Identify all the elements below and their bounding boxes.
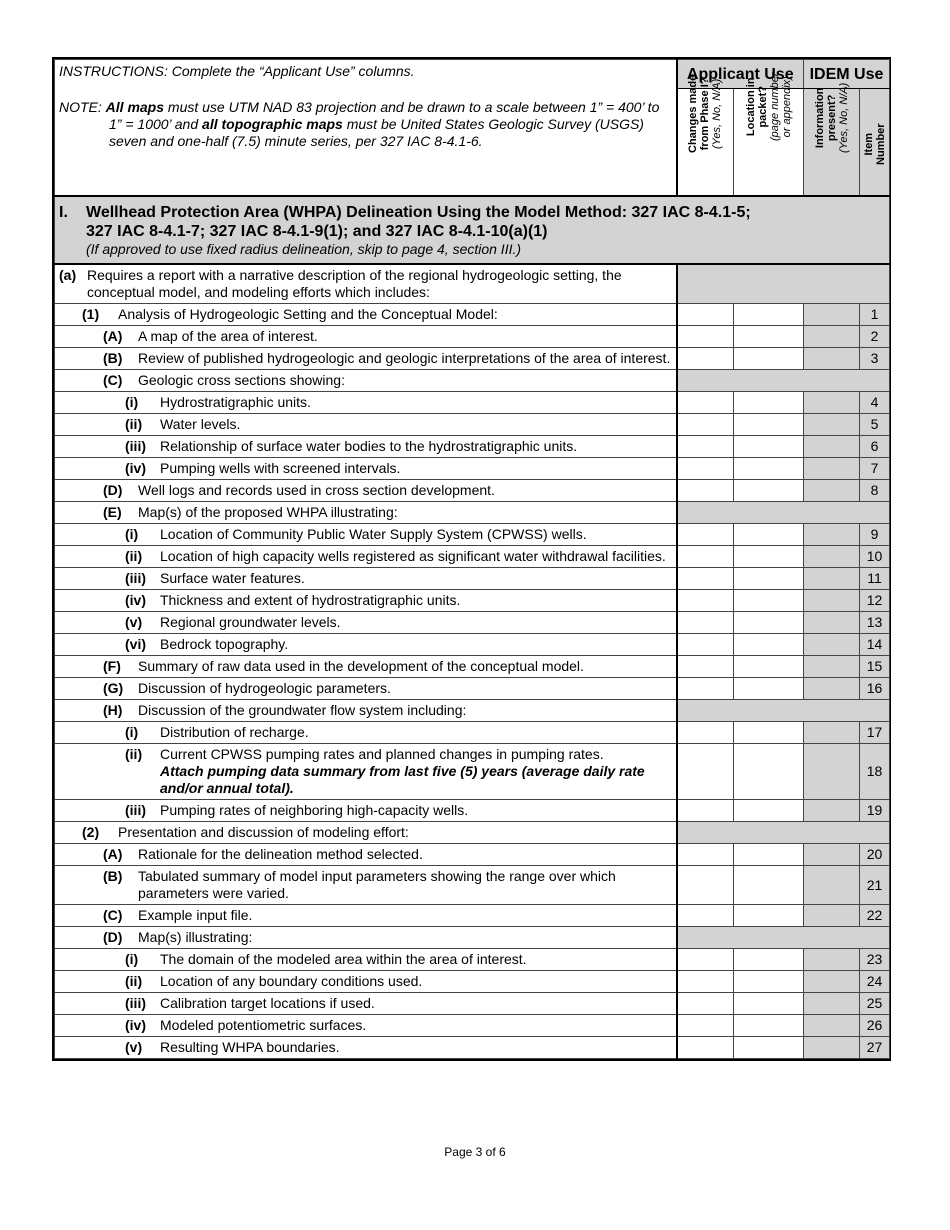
requirement-label: (B) bbox=[103, 868, 123, 884]
information-present-field bbox=[804, 993, 860, 1015]
requirement-label: (iii) bbox=[125, 438, 146, 454]
requirement-label: (v) bbox=[125, 614, 143, 630]
table-row bbox=[55, 326, 890, 348]
note-text: NOTE: All maps must use UTM NAD 83 projection and be drawn to a scale between 1” = 400’ to 1” = 1000’ and all topographic maps must be United States Geologic Survey (USGS) seven and one-half (7.5) minute series, per 327 IAC 8-4.1-6. bbox=[59, 99, 660, 149]
information-present-field bbox=[804, 546, 860, 568]
table-row bbox=[55, 927, 890, 949]
requirement-label: (ii) bbox=[125, 548, 143, 564]
requirement-label: (C) bbox=[103, 907, 123, 923]
requirement-label: (A) bbox=[103, 846, 123, 862]
col-location-header: Location in packet? (page number or appendix) bbox=[734, 89, 804, 197]
changes-made-field[interactable] bbox=[677, 546, 734, 568]
requirement-text: Summary of raw data used in the development of the conceptual model. bbox=[138, 658, 584, 674]
requirement-label: (ii) bbox=[125, 416, 143, 432]
requirement-text: Rationale for the delineation method selected. bbox=[138, 846, 423, 862]
requirement-text: Regional groundwater levels. bbox=[160, 614, 341, 630]
requirement-description bbox=[55, 524, 677, 546]
requirement-text: Example input file. bbox=[138, 907, 253, 923]
changes-made-field[interactable] bbox=[677, 678, 734, 700]
location-in-packet-field[interactable] bbox=[734, 722, 804, 744]
item-number: 19 bbox=[860, 800, 890, 822]
information-present-field bbox=[804, 656, 860, 678]
table-row bbox=[55, 502, 890, 524]
requirement-label: (D) bbox=[103, 482, 123, 498]
requirement-label: (B) bbox=[103, 350, 123, 366]
table-row bbox=[55, 993, 890, 1015]
shaded-cell bbox=[677, 927, 890, 949]
requirement-description bbox=[55, 822, 677, 844]
changes-made-field[interactable] bbox=[677, 656, 734, 678]
item-number: 3 bbox=[860, 348, 890, 370]
requirement-text: Resulting WHPA boundaries. bbox=[160, 1039, 340, 1055]
requirement-text: Bedrock topography. bbox=[160, 636, 289, 652]
information-present-field bbox=[804, 1037, 860, 1059]
item-number: 26 bbox=[860, 1015, 890, 1037]
location-in-packet-field[interactable] bbox=[734, 800, 804, 822]
information-present-field bbox=[804, 458, 860, 480]
table-row bbox=[55, 634, 890, 656]
table-row bbox=[55, 612, 890, 634]
requirement-description bbox=[55, 568, 677, 590]
item-number: 15 bbox=[860, 656, 890, 678]
changes-made-field[interactable] bbox=[677, 348, 734, 370]
information-present-field bbox=[804, 414, 860, 436]
changes-made-field[interactable] bbox=[677, 634, 734, 656]
requirement-text: Map(s) illustrating: bbox=[138, 929, 253, 945]
section-number: I. bbox=[59, 204, 68, 221]
changes-made-field[interactable] bbox=[677, 524, 734, 546]
item-number: 21 bbox=[860, 866, 890, 905]
information-present-field bbox=[804, 971, 860, 993]
location-in-packet-field[interactable] bbox=[734, 436, 804, 458]
location-in-packet-field[interactable] bbox=[734, 546, 804, 568]
location-in-packet-field[interactable] bbox=[734, 971, 804, 993]
requirement-label: (A) bbox=[103, 328, 123, 344]
requirement-text: Distribution of recharge. bbox=[160, 724, 309, 740]
location-in-packet-field[interactable] bbox=[734, 866, 804, 905]
requirement-label: (ii) bbox=[125, 973, 143, 989]
requirement-text: Discussion of the groundwater flow system including: bbox=[138, 702, 467, 718]
requirement-emphasis: Attach pumping data summary from last five (5) years (average daily rate and/or annual total). bbox=[160, 763, 645, 796]
requirement-label: (F) bbox=[103, 658, 121, 674]
requirement-label: (iv) bbox=[125, 460, 146, 476]
applicant-use-header: Applicant Use bbox=[677, 60, 804, 89]
item-number: 17 bbox=[860, 722, 890, 744]
requirement-label: (vi) bbox=[125, 636, 146, 652]
table-row bbox=[55, 414, 890, 436]
information-present-field bbox=[804, 326, 860, 348]
requirement-text: Location of any boundary conditions used. bbox=[160, 973, 423, 989]
requirement-description bbox=[55, 1015, 677, 1037]
location-in-packet-field[interactable] bbox=[734, 458, 804, 480]
requirement-description bbox=[55, 1037, 677, 1059]
information-present-field bbox=[804, 436, 860, 458]
requirement-description bbox=[55, 678, 677, 700]
item-number: 5 bbox=[860, 414, 890, 436]
requirement-label: (v) bbox=[125, 1039, 143, 1055]
table-row bbox=[55, 866, 890, 905]
location-in-packet-field[interactable] bbox=[734, 568, 804, 590]
requirement-text: Requires a report with a narrative description of the regional hydrogeologic setting, the conceptual model, and modeling efforts which includes: bbox=[87, 267, 622, 300]
requirement-description bbox=[55, 436, 677, 458]
information-present-field bbox=[804, 1015, 860, 1037]
changes-made-field[interactable] bbox=[677, 436, 734, 458]
table-row bbox=[55, 844, 890, 866]
requirement-text: Relationship of surface water bodies to the hydrostratigraphic units. bbox=[160, 438, 578, 454]
requirement-text: Pumping rates of neighboring high-capacity wells. bbox=[160, 802, 469, 818]
requirement-description bbox=[55, 392, 677, 414]
requirement-text: Review of published hydrogeologic and geologic interpretations of the area of interest. bbox=[138, 350, 671, 366]
changes-made-field[interactable] bbox=[677, 844, 734, 866]
changes-made-field[interactable] bbox=[677, 612, 734, 634]
requirement-description bbox=[55, 905, 677, 927]
table-row bbox=[55, 568, 890, 590]
table-row bbox=[55, 524, 890, 546]
location-in-packet-field[interactable] bbox=[734, 656, 804, 678]
table-row bbox=[55, 971, 890, 993]
instructions-text: INSTRUCTIONS: Complete the “Applicant Use” columns. bbox=[59, 63, 415, 79]
information-present-field bbox=[804, 744, 860, 800]
requirement-label: (H) bbox=[103, 702, 123, 718]
requirement-text: Discussion of hydrogeologic parameters. bbox=[138, 680, 391, 696]
changes-made-field[interactable] bbox=[677, 722, 734, 744]
col-item-header: Item Number bbox=[860, 89, 890, 197]
information-present-field bbox=[804, 800, 860, 822]
idem-use-header: IDEM Use bbox=[804, 60, 890, 89]
item-number: 7 bbox=[860, 458, 890, 480]
requirement-description bbox=[55, 722, 677, 744]
location-in-packet-field[interactable] bbox=[734, 612, 804, 634]
information-present-field bbox=[804, 568, 860, 590]
requirement-label: (iv) bbox=[125, 592, 146, 608]
requirement-label: (i) bbox=[125, 724, 139, 740]
requirement-text: Hydrostratigraphic units. bbox=[160, 394, 311, 410]
requirement-label: (D) bbox=[103, 929, 123, 945]
item-number: 14 bbox=[860, 634, 890, 656]
requirement-description bbox=[55, 502, 677, 524]
item-number: 4 bbox=[860, 392, 890, 414]
item-number: 22 bbox=[860, 905, 890, 927]
changes-made-field[interactable] bbox=[677, 800, 734, 822]
table-row bbox=[55, 1037, 890, 1059]
section-title-line1: Wellhead Protection Area (WHPA) Delineation Using the Model Method: 327 IAC 8-4.1-5; bbox=[86, 204, 751, 221]
table-row bbox=[55, 348, 890, 370]
checklist-form bbox=[52, 57, 891, 1061]
requirement-label: (C) bbox=[103, 372, 123, 388]
item-number: 8 bbox=[860, 480, 890, 502]
requirement-text: Presentation and discussion of modeling effort: bbox=[118, 824, 409, 840]
information-present-field bbox=[804, 678, 860, 700]
item-number: 16 bbox=[860, 678, 890, 700]
col-info-header: Information present? (Yes, No, N/A) bbox=[804, 89, 860, 197]
table-row bbox=[55, 700, 890, 722]
item-number: 1 bbox=[860, 304, 890, 326]
requirement-description bbox=[55, 264, 677, 304]
changes-made-field[interactable] bbox=[677, 304, 734, 326]
information-present-field bbox=[804, 524, 860, 546]
requirement-text: Location of Community Public Water Supply System (CPWSS) wells. bbox=[160, 526, 587, 542]
shaded-cell bbox=[677, 370, 890, 392]
requirement-description bbox=[55, 414, 677, 436]
changes-made-field[interactable] bbox=[677, 905, 734, 927]
shaded-cell bbox=[677, 502, 890, 524]
changes-made-field[interactable] bbox=[677, 568, 734, 590]
location-in-packet-field[interactable] bbox=[734, 1037, 804, 1059]
requirement-label: (iii) bbox=[125, 995, 146, 1011]
location-in-packet-field[interactable] bbox=[734, 993, 804, 1015]
location-in-packet-field[interactable] bbox=[734, 949, 804, 971]
requirement-description bbox=[55, 326, 677, 348]
information-present-field bbox=[804, 722, 860, 744]
changes-made-field[interactable] bbox=[677, 326, 734, 348]
changes-made-field[interactable] bbox=[677, 480, 734, 502]
item-number: 10 bbox=[860, 546, 890, 568]
requirement-label: (i) bbox=[125, 394, 139, 410]
table-row bbox=[55, 370, 890, 392]
location-in-packet-field[interactable] bbox=[734, 905, 804, 927]
information-present-field bbox=[804, 348, 860, 370]
requirement-label: (1) bbox=[82, 306, 100, 322]
requirement-description bbox=[55, 927, 677, 949]
location-in-packet-field[interactable] bbox=[734, 326, 804, 348]
shaded-cell bbox=[677, 700, 890, 722]
table-row bbox=[55, 1015, 890, 1037]
information-present-field bbox=[804, 866, 860, 905]
requirement-description bbox=[55, 546, 677, 568]
requirement-description bbox=[55, 700, 677, 722]
table-row bbox=[55, 822, 890, 844]
requirement-description bbox=[55, 634, 677, 656]
information-present-field bbox=[804, 392, 860, 414]
requirement-description bbox=[55, 612, 677, 634]
item-number: 11 bbox=[860, 568, 890, 590]
location-in-packet-field[interactable] bbox=[734, 304, 804, 326]
information-present-field bbox=[804, 949, 860, 971]
table-row bbox=[55, 392, 890, 414]
section-title-line2: 327 IAC 8-4.1-7; 327 IAC 8-4.1-9(1); and 327 IAC 8-4.1-10(a)(1) bbox=[86, 223, 548, 240]
changes-made-field[interactable] bbox=[677, 590, 734, 612]
table-row bbox=[55, 656, 890, 678]
table-row bbox=[55, 436, 890, 458]
changes-made-field[interactable] bbox=[677, 993, 734, 1015]
requirement-text: Surface water features. bbox=[160, 570, 305, 586]
requirement-label: (i) bbox=[125, 951, 139, 967]
requirement-label: (i) bbox=[125, 526, 139, 542]
changes-made-field[interactable] bbox=[677, 458, 734, 480]
item-number: 13 bbox=[860, 612, 890, 634]
requirement-description bbox=[55, 348, 677, 370]
item-number: 23 bbox=[860, 949, 890, 971]
table-row bbox=[55, 800, 890, 822]
location-in-packet-field[interactable] bbox=[734, 392, 804, 414]
changes-made-field[interactable] bbox=[677, 414, 734, 436]
item-number: 27 bbox=[860, 1037, 890, 1059]
requirement-description bbox=[55, 866, 677, 905]
requirement-description bbox=[55, 800, 677, 822]
location-in-packet-field[interactable] bbox=[734, 524, 804, 546]
item-number: 25 bbox=[860, 993, 890, 1015]
location-in-packet-field[interactable] bbox=[734, 678, 804, 700]
table-row bbox=[55, 546, 890, 568]
requirement-text: Calibration target locations if used. bbox=[160, 995, 375, 1011]
requirement-text: Tabulated summary of model input parameters showing the range over which parameters were varied. bbox=[138, 868, 616, 901]
requirement-text: Geologic cross sections showing: bbox=[138, 372, 345, 388]
changes-made-field[interactable] bbox=[677, 392, 734, 414]
information-present-field bbox=[804, 304, 860, 326]
requirement-description bbox=[55, 993, 677, 1015]
requirement-text: Pumping wells with screened intervals. bbox=[160, 460, 401, 476]
location-in-packet-field[interactable] bbox=[734, 414, 804, 436]
information-present-field bbox=[804, 634, 860, 656]
col-changes-header: Changes made from Phase I? (Yes, No, N/A) bbox=[677, 89, 734, 197]
table-row bbox=[55, 744, 890, 800]
information-present-field bbox=[804, 844, 860, 866]
requirement-label: (iii) bbox=[125, 570, 146, 586]
table-row bbox=[55, 304, 890, 326]
requirement-description bbox=[55, 949, 677, 971]
requirement-text: Water levels. bbox=[160, 416, 241, 432]
table-row bbox=[55, 678, 890, 700]
table-row bbox=[55, 949, 890, 971]
item-number: 12 bbox=[860, 590, 890, 612]
item-number: 18 bbox=[860, 744, 890, 800]
checklist-table bbox=[54, 59, 890, 1059]
location-in-packet-field[interactable] bbox=[734, 348, 804, 370]
requirement-text: Current CPWSS pumping rates and planned changes in pumping rates. bbox=[160, 746, 604, 762]
location-in-packet-field[interactable] bbox=[734, 1015, 804, 1037]
location-in-packet-field[interactable] bbox=[734, 844, 804, 866]
item-number: 24 bbox=[860, 971, 890, 993]
changes-made-field[interactable] bbox=[677, 971, 734, 993]
requirement-text: Well logs and records used in cross section development. bbox=[138, 482, 495, 498]
information-present-field bbox=[804, 480, 860, 502]
requirement-description bbox=[55, 304, 677, 326]
changes-made-field[interactable] bbox=[677, 1037, 734, 1059]
changes-made-field[interactable] bbox=[677, 949, 734, 971]
requirement-text: Modeled potentiometric surfaces. bbox=[160, 1017, 367, 1033]
location-in-packet-field[interactable] bbox=[734, 590, 804, 612]
section-note: (If approved to use fixed radius delineation, skip to page 4, section III.) bbox=[86, 241, 522, 257]
requirement-description bbox=[55, 480, 677, 502]
requirement-label: (iv) bbox=[125, 1017, 146, 1033]
table-row bbox=[55, 905, 890, 927]
requirement-description bbox=[55, 844, 677, 866]
requirement-description bbox=[55, 656, 677, 678]
section-heading bbox=[55, 196, 890, 264]
information-present-field bbox=[804, 590, 860, 612]
shaded-cell bbox=[677, 822, 890, 844]
requirement-text: A map of the area of interest. bbox=[138, 328, 318, 344]
shaded-cell bbox=[677, 264, 890, 304]
instructions-cell bbox=[55, 60, 677, 197]
changes-made-field[interactable] bbox=[677, 866, 734, 905]
requirement-text: Thickness and extent of hydrostratigraphic units. bbox=[160, 592, 461, 608]
requirement-label: (E) bbox=[103, 504, 122, 520]
table-row bbox=[55, 264, 890, 304]
requirement-description bbox=[55, 744, 677, 800]
requirement-description bbox=[55, 370, 677, 392]
location-in-packet-field[interactable] bbox=[734, 744, 804, 800]
requirement-text: Location of high capacity wells registered as significant water withdrawal facilities. bbox=[160, 548, 666, 564]
requirement-label: (2) bbox=[82, 824, 100, 840]
page-number: Page 3 of 6 bbox=[444, 1145, 506, 1159]
item-number: 2 bbox=[860, 326, 890, 348]
location-in-packet-field[interactable] bbox=[734, 634, 804, 656]
item-number: 20 bbox=[860, 844, 890, 866]
changes-made-field[interactable] bbox=[677, 1015, 734, 1037]
requirement-label: (G) bbox=[103, 680, 124, 696]
requirement-label: (a) bbox=[59, 267, 77, 283]
requirement-description bbox=[55, 458, 677, 480]
item-number: 9 bbox=[860, 524, 890, 546]
requirement-text: Analysis of Hydrogeologic Setting and the Conceptual Model: bbox=[118, 306, 498, 322]
table-row bbox=[55, 590, 890, 612]
requirement-text: Map(s) of the proposed WHPA illustrating: bbox=[138, 504, 398, 520]
table-row bbox=[55, 480, 890, 502]
table-row bbox=[55, 458, 890, 480]
changes-made-field[interactable] bbox=[677, 744, 734, 800]
table-row bbox=[55, 722, 890, 744]
location-in-packet-field[interactable] bbox=[734, 480, 804, 502]
information-present-field bbox=[804, 905, 860, 927]
information-present-field bbox=[804, 612, 860, 634]
item-number: 6 bbox=[860, 436, 890, 458]
requirement-description bbox=[55, 971, 677, 993]
requirement-label: (iii) bbox=[125, 802, 146, 818]
requirement-description bbox=[55, 590, 677, 612]
requirement-label: (ii) bbox=[125, 746, 143, 762]
requirement-text: The domain of the modeled area within the area of interest. bbox=[160, 951, 527, 967]
